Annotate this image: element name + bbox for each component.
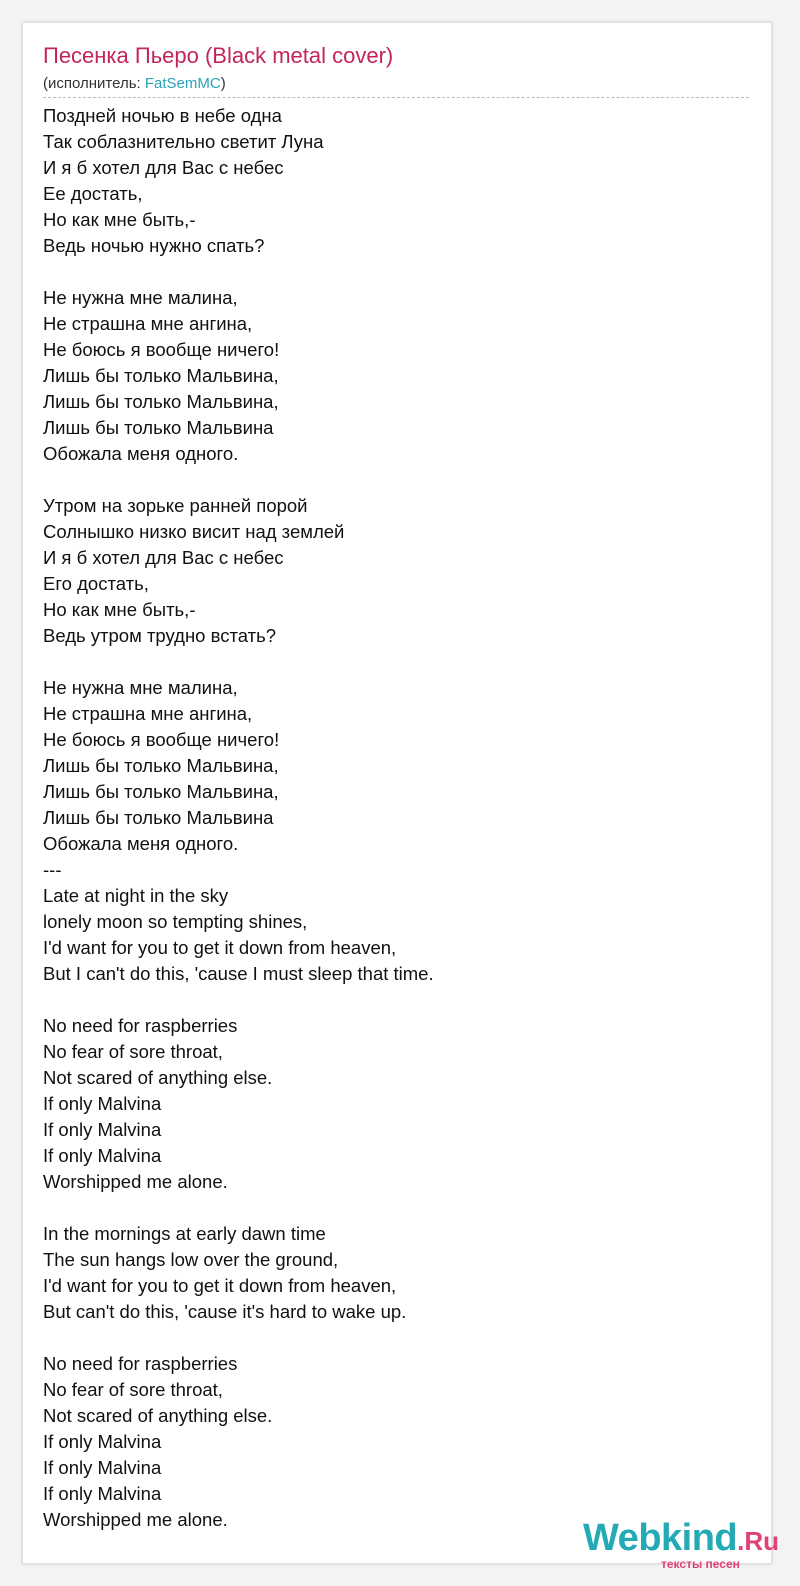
- logo-tagline: тексты песен: [661, 1557, 740, 1571]
- lyrics-text: Поздней ночью в небе одна Так соблазнительно светит Луна И я б хотел для Вас с небес Ее достать, Но как мне быть,- Ведь ночью нужно спать? Не нужна мне малина, Не страшна мне ангина, Не боюсь я вообще ничего! Лишь бы только Мальвина, Лишь бы только Мальвина, Лишь бы только Мальвина Обожала меня одного. Утром на зорьке ранней порой Солнышко низко висит над землей И я б хотел для Вас с небес Его достать, Но как мне быть,- Ведь утром трудно встать? Не нужна мне малина, Не страшна мне ангина, Не боюсь я вообще ничего! Лишь бы только Мальвина, Лишь бы только Мальвина, Лишь бы только Мальвина Обожала меня одного. --- Late at night in the sky lonely moon so tempting shines, I'd want for you to get it down from heaven, But I can't do this, 'cause I must sleep that time. No need for raspberries No fear of sore throat, Not scared of anything else. If only Malvina If only Malvina If only Malvina Worshipped me alone. In the mornings at early dawn time The sun hangs low over the ground, I'd want for you to get it down from heaven, But can't do this, 'cause it's hard to wake up. No need for raspberries No fear of sore throat, Not scared of anything else. If only Malvina If only Malvina If only Malvina Worshipped me alone.: [43, 105, 434, 1530]
- song-title: Песенка Пьеро (Black metal cover): [43, 43, 394, 68]
- logo-name: Webkind: [583, 1517, 738, 1559]
- artist-prefix: (исполнитель:: [43, 75, 145, 92]
- site-logo[interactable]: [583, 1517, 780, 1571]
- lyrics-card: [22, 22, 780, 1571]
- artist-link[interactable]: FatSemMC: [144, 75, 221, 92]
- divider: [43, 97, 749, 98]
- artist-suffix: ): [220, 75, 226, 92]
- artist-line: [43, 75, 226, 92]
- logo-tld: .Ru: [737, 1526, 780, 1556]
